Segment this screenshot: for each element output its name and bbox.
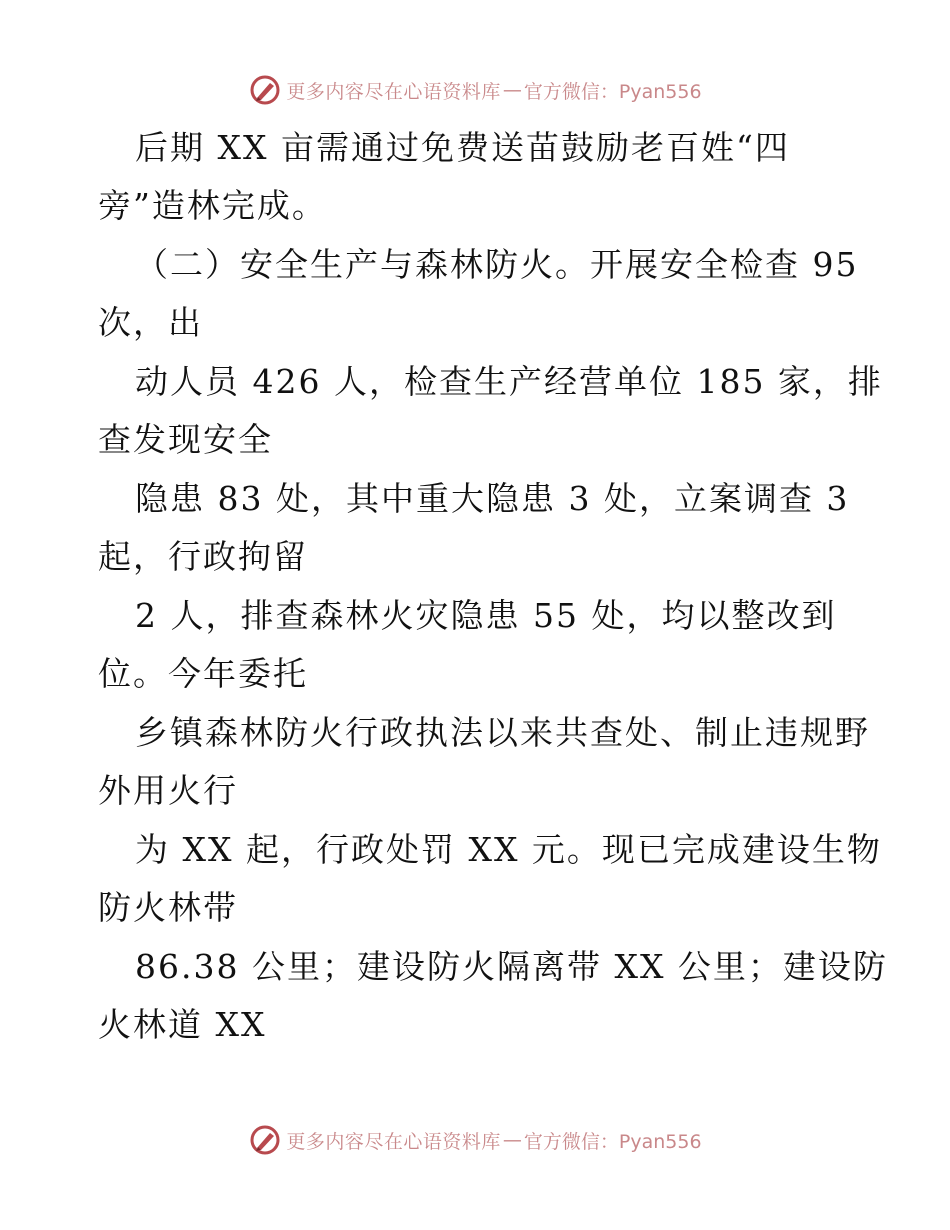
body-line: 查发现安全 xyxy=(98,420,273,459)
body-line: 2 人，排查森林火灾隐患 55 处，均以整改到 xyxy=(135,596,837,635)
body-line: （二）安全生产与森林防火。开展安全检查 95 xyxy=(135,245,859,284)
pen-logo-icon xyxy=(248,73,282,107)
header-watermark xyxy=(0,70,950,110)
header-promo-text: 更多内容尽在心语资料库 xyxy=(286,80,501,103)
footer-promo-text: 更多内容尽在心语资料库 xyxy=(286,1130,501,1153)
body-line: 隐患 83 处，其中重大隐患 3 处，立案调查 3 xyxy=(135,479,850,518)
footer-wechat-text: 官方微信：Pyan556 xyxy=(523,1130,702,1153)
body-line: 动人员 426 人，检查生产经营单位 185 家，排 xyxy=(135,362,883,401)
body-line: 外用火行 xyxy=(98,771,238,810)
body-line: 次，出 xyxy=(98,303,203,342)
body-line: 86.38 公里；建设防火隔离带 XX 公里；建设防 xyxy=(135,947,888,986)
body-line: 位。今年委托 xyxy=(98,654,308,693)
body-line: 火林道 XX xyxy=(98,1005,267,1044)
body-line: 后期 XX 亩需通过免费送苗鼓励老百姓“四 xyxy=(135,128,790,167)
header-wechat-text: 官方微信：Pyan556 xyxy=(523,80,702,103)
body-line: 防火林带 xyxy=(98,888,238,927)
footer-watermark xyxy=(0,1120,950,1160)
body-line: 为 XX 起，行政处罚 XX 元。现已完成建设生物 xyxy=(135,830,882,869)
body-line: 旁”造林完成。 xyxy=(98,186,327,225)
pen-logo-icon xyxy=(248,1123,282,1157)
body-line: 起，行政拘留 xyxy=(98,537,308,576)
header-separator: — xyxy=(502,79,522,101)
footer-separator: — xyxy=(502,1129,522,1151)
body-line: 乡镇森林防火行政执法以来共查处、制止违规野 xyxy=(135,713,870,752)
